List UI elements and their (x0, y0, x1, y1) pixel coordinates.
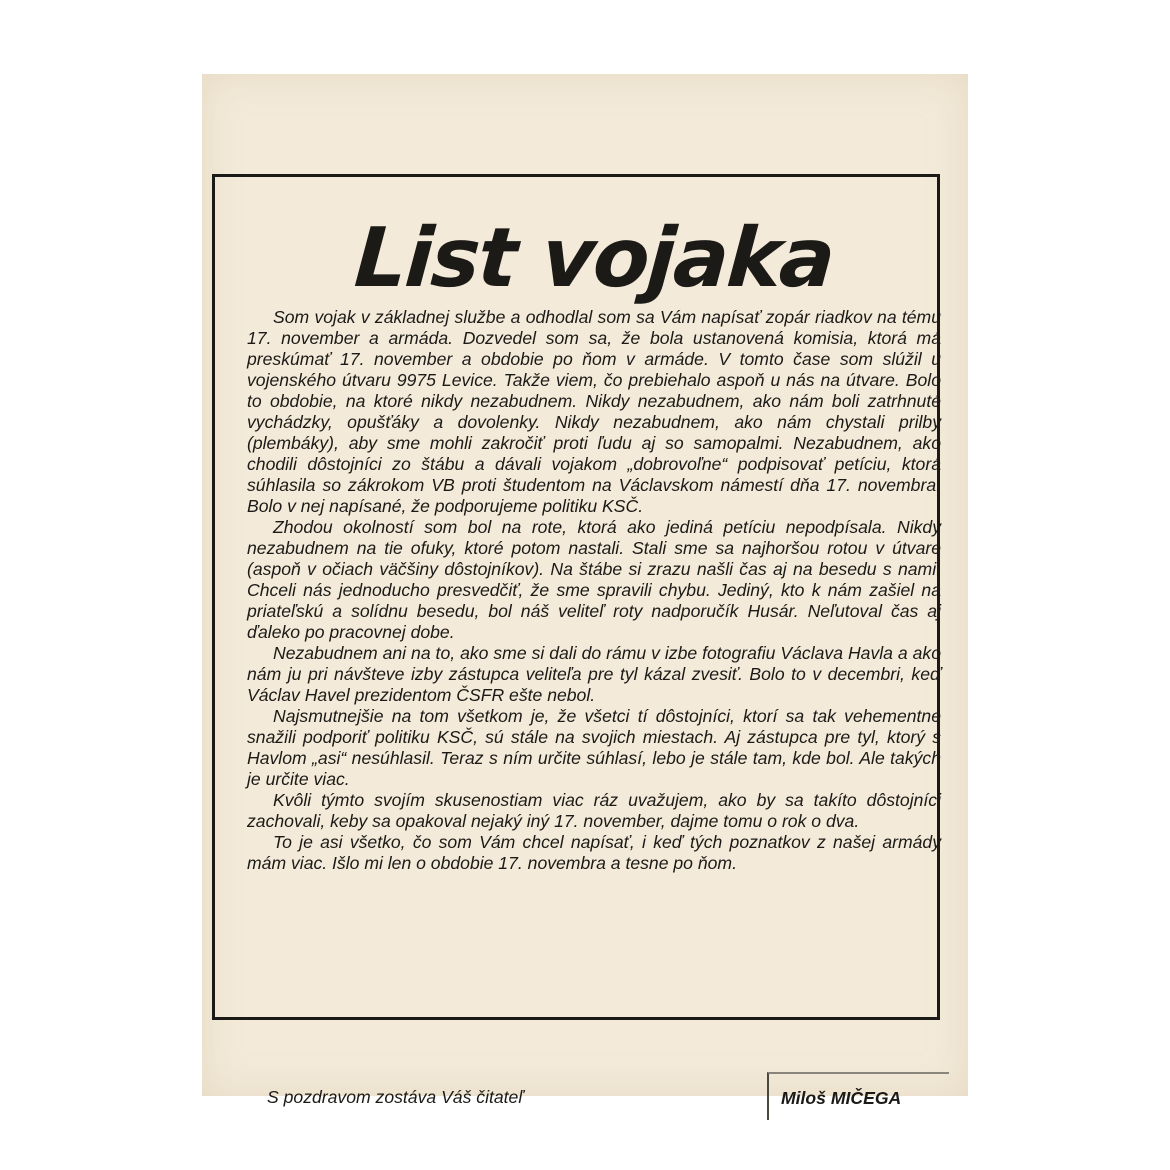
article-paragraph: Zhodou okolností som bol na rote, ktorá ako jediná petíciu nepodpísala. Nikdy nezabudnem na tie ofuky, ktoré potom nastali. Stali sme sa najhoršou rotou v útvare (aspoň v očiach väčšiny dôstojníkov). Na štábe si zrazu našli čas aj na besedu s nami. Chceli nás jednoducho presvedčiť, že sme spravili chybu. Jediný, kto k nám zašiel na priateľskú a solídnu besedu, bol náš veliteľ roty nadporučík Husár. Neľutoval čas aj ďaleko po pracovnej dobe. (247, 517, 941, 642)
article-paragraph: Nezabudnem ani na to, ako sme si dali do rámu v izbe fotografiu Václava Havla a ako nám ju pri návšteve izby zástupca veliteľa pre tyl kázal zvesiť. Bolo to v decembri, keď Václav Havel prezidentom ČSFR ešte nebol. (247, 643, 941, 705)
signature-box (767, 1072, 949, 1120)
article-title: List vojaka (340, 209, 849, 309)
article-frame (212, 174, 941, 1108)
author-signature: Miloš MIČEGA (781, 1088, 902, 1108)
article-paragraph: Som vojak v základnej službe a odhodlal som sa Vám napísať zopár riadkov na tému 17. november a armáda. Dozvedel som sa, že bola ustanovená komisia, ktorá má preskúmať 17. november a obdobie po ňom v armáde. V tomto čase som slúžil u vojenského útvaru 9975 Levice. Takže viem, čo prebiehalo aspoň u nás na útvare. Bolo to obdobie, na ktoré nikdy nezabudnem. Nikdy nezabudnem, ako nám boli zatrhnuté vychádzky, opušťáky a dovolenky. Nikdy nezabudnem, ako nám chystali prilby (plembáky), aby sme mohli zakročiť proti ľudu aj so samopalmi. Nezabudnem, ako chodili dôstojníci zo štábu a dávali vojakom „dobrovoľne“ podpisovať petíciu, ktorá súhlasila so zákrokom VB proti študentom na Václavskom námestí dňa 17. novembra. Bolo v nej napísané, že podporujeme politiku KSČ. (247, 307, 941, 516)
newspaper-clipping (202, 74, 968, 1108)
article-paragraph: To je asi všetko, čo som Vám chcel napísať, i keď tých poznatkov z našej armády mám viac. Išlo mi len o obdobie 17. novembra a tesne po ňom. (247, 832, 941, 873)
closing-line: S pozdravom zostáva Váš čitateľ (267, 1087, 524, 1107)
article-body (247, 307, 941, 874)
article-paragraph: Najsmutnejšie na tom všetkom je, že všetci tí dôstojníci, ktorí sa tak vehementne snažili podporiť politiku KSČ, sú stále na svojich miestach. Aj zástupca pre tyl, ktorý s Havlom „asi“ nesúhlasil. Teraz s ním určite súhlasí, lebo je stále tam, kde bol. Ale takých je určite viac. (247, 706, 941, 789)
article-paragraph: Kvôli týmto svojím skusenostiam viac ráz uvažujem, ako by sa takíto dôstojníci zachovali, keby sa opakoval nejaký iný 17. november, dajme tomu o rok o dva. (247, 790, 941, 831)
